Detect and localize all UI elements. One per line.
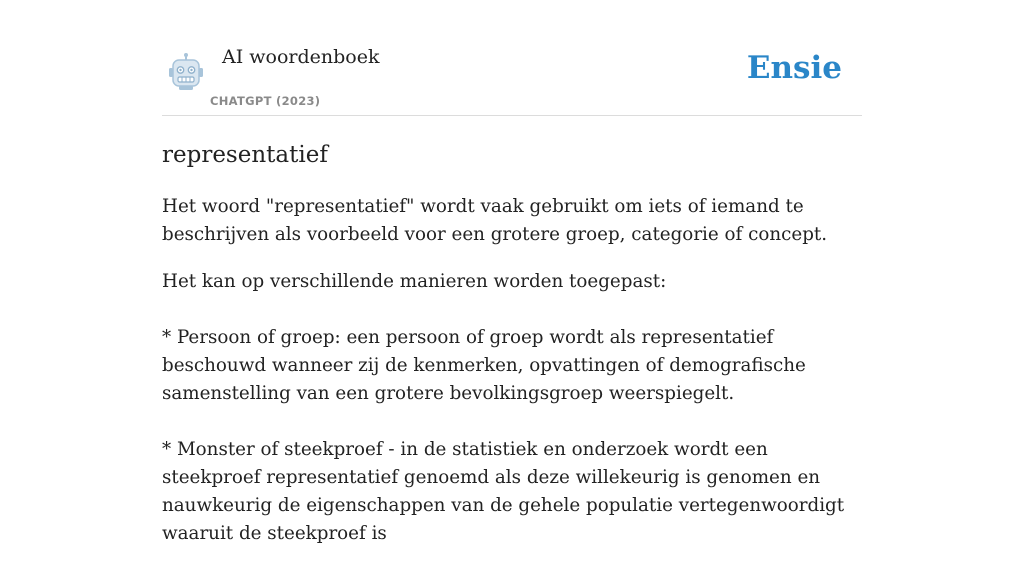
entry-definition [162,193,862,548]
ensie-logo-link[interactable]: Ensie [746,50,842,86]
entry-term: representatief [162,142,328,168]
entry-container [162,0,862,576]
definition-paragraph: Het kan op verschillende manieren worden toegepast: [162,271,667,292]
definition-paragraph: Het woord "representatief" wordt vaak gebruikt om iets of iemand te beschrijven als voorbeeld voor een grotere groep, categorie of concept. [162,196,828,245]
source-subtitle: CHATGPT (2023) [210,94,321,108]
definition-bullet: * Monster of steekproef - in de statistiek en onderzoek wordt een steekproef representatief genoemd als deze willekeurig is genomen en nauwkeurig de eigenschappen van de gehele populatie vertegenwoordigt waaruit de steekproef is [162,439,845,544]
robot-icon [166,52,206,92]
definition-bullet: * Persoon of groep: een persoon of groep wordt als representatief beschouwd wanneer zij de kenmerken, opvattingen of demografische samenstelling van een grotere bevolkingsgroep weerspiegelt. [162,327,806,404]
source-title[interactable]: AI woordenboek [222,46,380,68]
entry-header [162,0,862,116]
